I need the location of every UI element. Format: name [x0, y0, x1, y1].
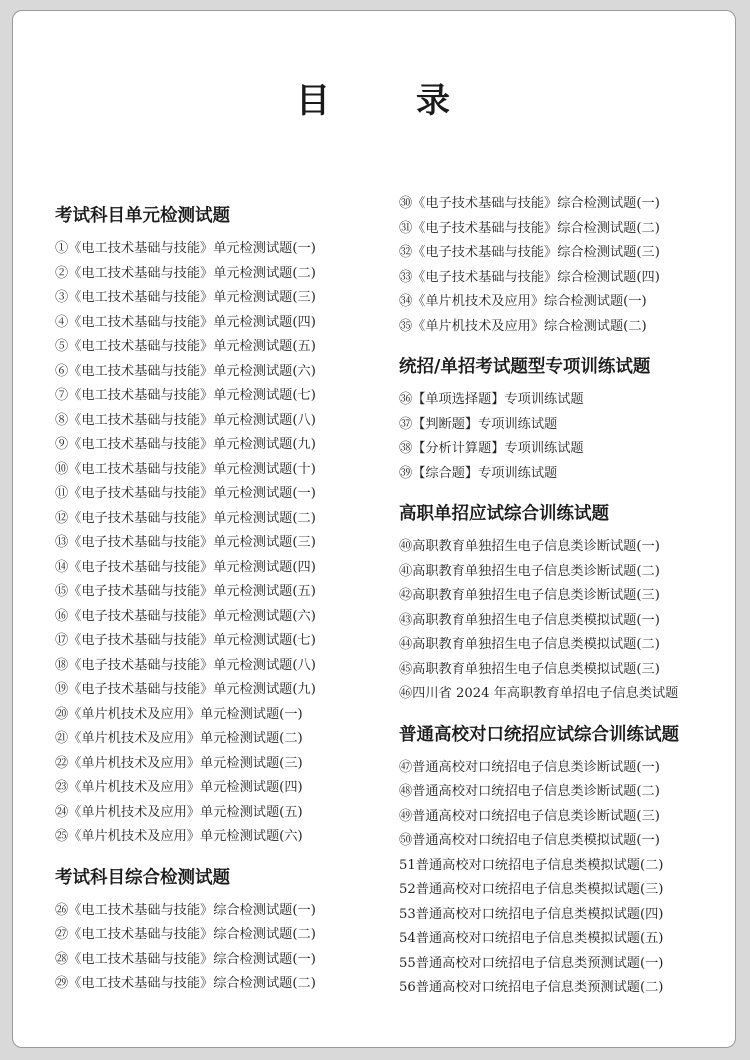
toc-entry[interactable]: 51普通高校对口统招电子信息类模拟试题(二)	[399, 857, 664, 873]
toc-entry[interactable]: ㊻四川省 2024 年高职教育单招电子信息类试题	[399, 686, 679, 701]
toc-entry[interactable]: 53普通高校对口统招电子信息类模拟试题(四)	[399, 906, 664, 922]
toc-entry[interactable]: ㊳【分析计算题】专项训练试题	[399, 441, 584, 456]
toc-entry[interactable]: ㉟《单片机技术及应用》综合检测试题(二)	[399, 318, 647, 334]
section-heading: 普通高校对口统招应试综合训练试题	[399, 724, 679, 745]
toc-list	[399, 192, 729, 339]
toc-entry[interactable]: ㉝《电子技术基础与技能》综合检测试题(四)	[399, 269, 660, 285]
section-heading: 考试科目综合检测试题	[55, 867, 230, 888]
toc-entry[interactable]: ㊷高职教育单独招生电子信息类诊断试题(三)	[399, 588, 660, 603]
toc-entry[interactable]: ㉜《电子技术基础与技能》综合检测试题(三)	[399, 245, 660, 260]
toc-entry[interactable]: ㉛《电子技术基础与技能》综合检测试题(二)	[399, 220, 660, 236]
toc-entry[interactable]: ①《电工技术基础与技能》单元检测试题(一)	[55, 241, 316, 256]
toc-entry[interactable]: ⑪《电子技术基础与技能》单元检测试题(一)	[55, 486, 316, 501]
toc-list	[55, 237, 375, 850]
toc-entry[interactable]: ⑲《电子技术基础与技能》单元检测试题(九)	[55, 682, 316, 697]
toc-entry[interactable]: ㉔《单片机技术及应用》单元检测试题(五)	[55, 804, 303, 820]
toc-entry[interactable]: ⑯《电子技术基础与技能》单元检测试题(六)	[55, 608, 316, 624]
title-char-2: 录	[416, 81, 452, 121]
toc-entry[interactable]: ⑬《电子技术基础与技能》单元检测试题(三)	[55, 535, 316, 550]
toc-list	[399, 756, 729, 1001]
page-title	[13, 73, 735, 122]
section-heading: 考试科目单元检测试题	[55, 206, 230, 226]
toc-entry[interactable]: ㊸高职教育单独招生电子信息类模拟试题(一)	[399, 612, 660, 628]
toc-entry[interactable]: 54普通高校对口统招电子信息类模拟试题(五)	[399, 931, 664, 946]
toc-entry[interactable]: ㉕《单片机技术及应用》单元检测试题(六)	[55, 829, 303, 844]
toc-entry[interactable]: ㉓《单片机技术及应用》单元检测试题(四)	[55, 780, 303, 795]
toc-entry[interactable]: ㊲【判断题】专项训练试题	[399, 416, 558, 432]
toc-entry[interactable]: ㊿普通高校对口统招电子信息类模拟试题(一)	[399, 833, 660, 848]
toc-entry[interactable]: ⑩《电工技术基础与技能》单元检测试题(十)	[55, 461, 316, 477]
toc-entry[interactable]: ㊽普通高校对口统招电子信息类诊断试题(二)	[399, 784, 660, 799]
toc-list	[399, 535, 729, 707]
toc-entry[interactable]: ⑤《电工技术基础与技能》单元检测试题(五)	[55, 339, 316, 354]
toc-entry[interactable]: ㉘《电工技术基础与技能》综合检测试题(一)	[55, 951, 316, 967]
toc-entry[interactable]: 56普通高校对口统招电子信息类预测试题(二)	[399, 980, 664, 995]
toc-entry[interactable]: ②《电工技术基础与技能》单元检测试题(二)	[55, 265, 316, 281]
toc-list	[399, 388, 729, 486]
toc-entry[interactable]: ⑫《电子技术基础与技能》单元检测试题(二)	[55, 510, 316, 526]
toc-entry[interactable]: ㉖《电工技术基础与技能》综合检测试题(一)	[55, 902, 316, 918]
toc-entry[interactable]: ⑱《电子技术基础与技能》单元检测试题(八)	[55, 657, 316, 673]
toc-entry[interactable]: ㊹高职教育单独招生电子信息类模拟试题(二)	[399, 637, 660, 652]
toc-entry[interactable]: ⑥《电工技术基础与技能》单元检测试题(六)	[55, 363, 316, 379]
toc-entry[interactable]: ④《电工技术基础与技能》单元检测试题(四)	[55, 314, 316, 330]
toc-entry[interactable]: ㉑《单片机技术及应用》单元检测试题(二)	[55, 731, 303, 746]
toc-entry[interactable]: ㊵高职教育单独招生电子信息类诊断试题(一)	[399, 539, 660, 554]
toc-entry[interactable]: ㊴【综合题】专项训练试题	[399, 465, 558, 481]
section-heading: 统招/单招考试题型专项训练试题	[399, 357, 651, 377]
toc-entry[interactable]: ㉙《电工技术基础与技能》综合检测试题(二)	[55, 976, 316, 991]
toc-entry[interactable]: ㊶高职教育单独招生电子信息类诊断试题(二)	[399, 563, 660, 579]
toc-left-column	[55, 204, 375, 997]
toc-entry[interactable]: ㉒《单片机技术及应用》单元检测试题(三)	[55, 755, 303, 771]
toc-entry[interactable]: ⑧《电工技术基础与技能》单元检测试题(八)	[55, 412, 316, 428]
toc-entry[interactable]: ㉚《电子技术基础与技能》综合检测试题(一)	[399, 196, 660, 211]
toc-entry[interactable]: ㊼普通高校对口统招电子信息类诊断试题(一)	[399, 759, 660, 775]
toc-entry[interactable]: ㊾普通高校对口统招电子信息类诊断试题(三)	[399, 808, 660, 824]
toc-entry[interactable]: ㊺高职教育单独招生电子信息类模拟试题(三)	[399, 661, 660, 677]
toc-entry[interactable]: ③《电工技术基础与技能》单元检测试题(三)	[55, 290, 316, 305]
toc-entry[interactable]: ⑳《单片机技术及应用》单元检测试题(一)	[55, 706, 303, 722]
toc-entry[interactable]: ⑦《电工技术基础与技能》单元检测试题(七)	[55, 388, 316, 403]
toc-list	[55, 899, 375, 997]
toc-entry[interactable]: ⑰《电子技术基础与技能》单元检测试题(七)	[55, 633, 316, 648]
toc-entry[interactable]: ⑮《电子技术基础与技能》单元检测试题(五)	[55, 584, 316, 599]
toc-right-column	[399, 192, 729, 1001]
toc-entry[interactable]: ㉗《电工技术基础与技能》综合检测试题(二)	[55, 927, 316, 942]
toc-entry[interactable]: 52普通高校对口统招电子信息类模拟试题(三)	[399, 882, 664, 897]
title-char-1: 目	[296, 81, 332, 121]
document-page	[12, 10, 736, 1048]
section-heading: 高职单招应试综合训练试题	[399, 504, 609, 524]
toc-entry[interactable]: 55普通高校对口统招电子信息类预测试题(一)	[399, 955, 664, 971]
toc-entry[interactable]: ⑨《电工技术基础与技能》单元检测试题(九)	[55, 437, 316, 452]
toc-entry[interactable]: ⑭《电子技术基础与技能》单元检测试题(四)	[55, 559, 316, 575]
toc-entry[interactable]: ㉞《单片机技术及应用》综合检测试题(一)	[399, 294, 647, 309]
toc-entry[interactable]: ㊱【单项选择题】专项训练试题	[399, 392, 584, 407]
